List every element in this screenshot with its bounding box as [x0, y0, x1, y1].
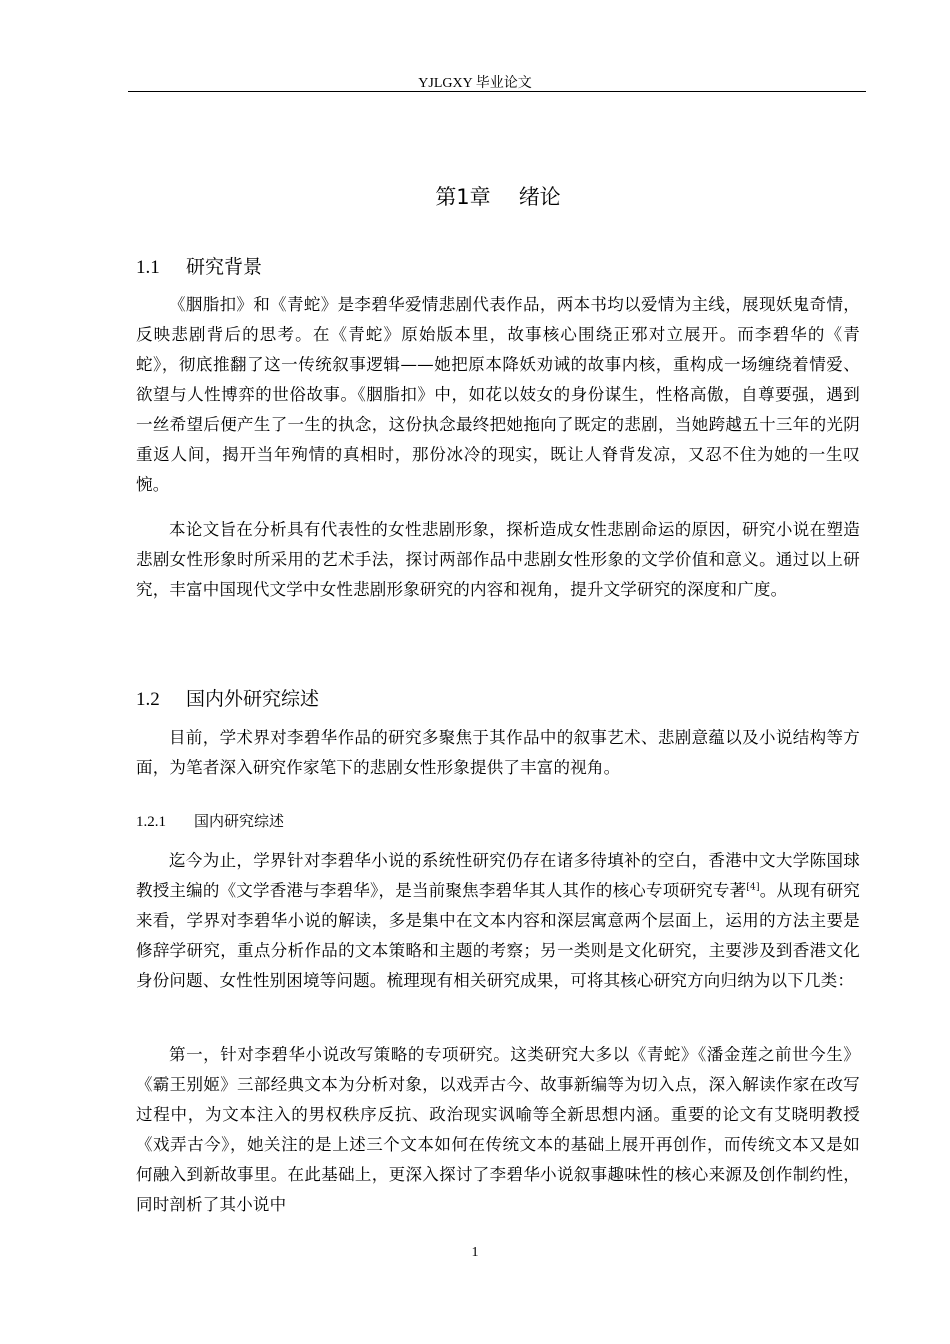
chapter-number: 第1章	[435, 185, 491, 209]
section-title: 研究背景	[186, 256, 263, 278]
citation-ref: [4]	[746, 882, 760, 893]
header-rule	[128, 91, 866, 92]
running-header: YJLGXY 毕业论文	[418, 76, 532, 91]
paragraph-text: 。从现有研究来看，学界对李碧华小说的解读，多是集中在文本内容和深层寓意两个层面上，运用的方法主要是修辞学研究，重点分析作品的文本策略和主题的考察；另一类则是文化研究，主要涉及到香港文化身份问题、女性性别困境等问题。梳理现有相关研究成果，可将其核心研究方向归纳为以下几类：	[136, 881, 860, 990]
paragraph-text: 迄今为止，学界针对李碧华小说的系统性研究仍存在诸多待填补的空白，香港中文大学陈国球教授主编的《文学香港与李碧华》，是当前聚焦李碧华其人其作的核心专项研究专著	[136, 851, 860, 900]
paragraph: 目前，学术界对李碧华作品的研究多聚焦于其作品中的叙事艺术、悲剧意蕴以及小说结构等方面，为笔者深入研究作家笔下的悲剧女性形象提供了丰富的视角。	[136, 728, 860, 777]
paragraph: 《胭脂扣》和《青蛇》是李碧华爱情悲剧代表作品，两本书均以爱情为主线，展现妖鬼奇情，反映悲剧背后的思考。在《青蛇》原始版本里，故事核心围绕正邪对立展开。而李碧华的《青蛇》，彻底推翻了这一传统叙事逻辑——她把原本降妖劝诫的故事内核，重构成一场缠绕着情爱、欲望与人性博弈的世俗故事。《胭脂扣》中，如花以妓女的身份谋生，性格高傲，自尊要强，遇到一丝希望后便产生了一生的执念，这份执念最终把她拖向了既定的悲剧，当她跨越五十三年的光阴重返人间，揭开当年殉情的真相时，那份冰冷的现实，既让人脊背发凉，又忍不住为她的一生叹惋。	[136, 295, 860, 494]
section-title: 国内外研究综述	[186, 688, 320, 710]
section-number: 1.2	[136, 689, 160, 710]
chapter-title	[136, 181, 860, 211]
subsection-title: 国内研究综述	[194, 812, 285, 830]
chapter-name: 绪论	[518, 185, 561, 209]
subsection-heading-1-2-1	[136, 810, 284, 831]
section-heading-1-1	[136, 252, 262, 279]
paragraph	[136, 846, 860, 996]
page-number: 1	[471, 1245, 479, 1260]
section-heading-1-2	[136, 684, 319, 711]
paragraph: 本论文旨在分析具有代表性的女性悲剧形象，探析造成女性悲剧命运的原因，研究小说在塑造悲剧女性形象时所采用的艺术手法，探讨两部作品中悲剧女性形象的文学价值和意义。通过以上研究，丰富中国现代文学中女性悲剧形象研究的内容和视角，提升文学研究的深度和广度。	[136, 520, 860, 599]
section-number: 1.1	[136, 257, 160, 278]
subsection-number: 1.2.1	[136, 814, 166, 830]
paragraph: 第一，针对李碧华小说改写策略的专项研究。这类研究大多以《青蛇》《潘金莲之前世今生》《霸王别姬》三部经典文本为分析对象，以戏弄古今、故事新编等为切入点，深入解读作家在改写过程中，为文本注入的男权秩序反抗、政治现实讽喻等全新思想内涵。重要的论文有艾晓明教授《戏弄古今》，她关注的是上述三个文本如何在传统文本的基础上展开再创作，而传统文本又是如何融入到新故事里。在此基础上，更深入探讨了李碧华小说叙事趣味性的核心来源及创作制约性，同时剖析了其小说中	[136, 1045, 860, 1214]
